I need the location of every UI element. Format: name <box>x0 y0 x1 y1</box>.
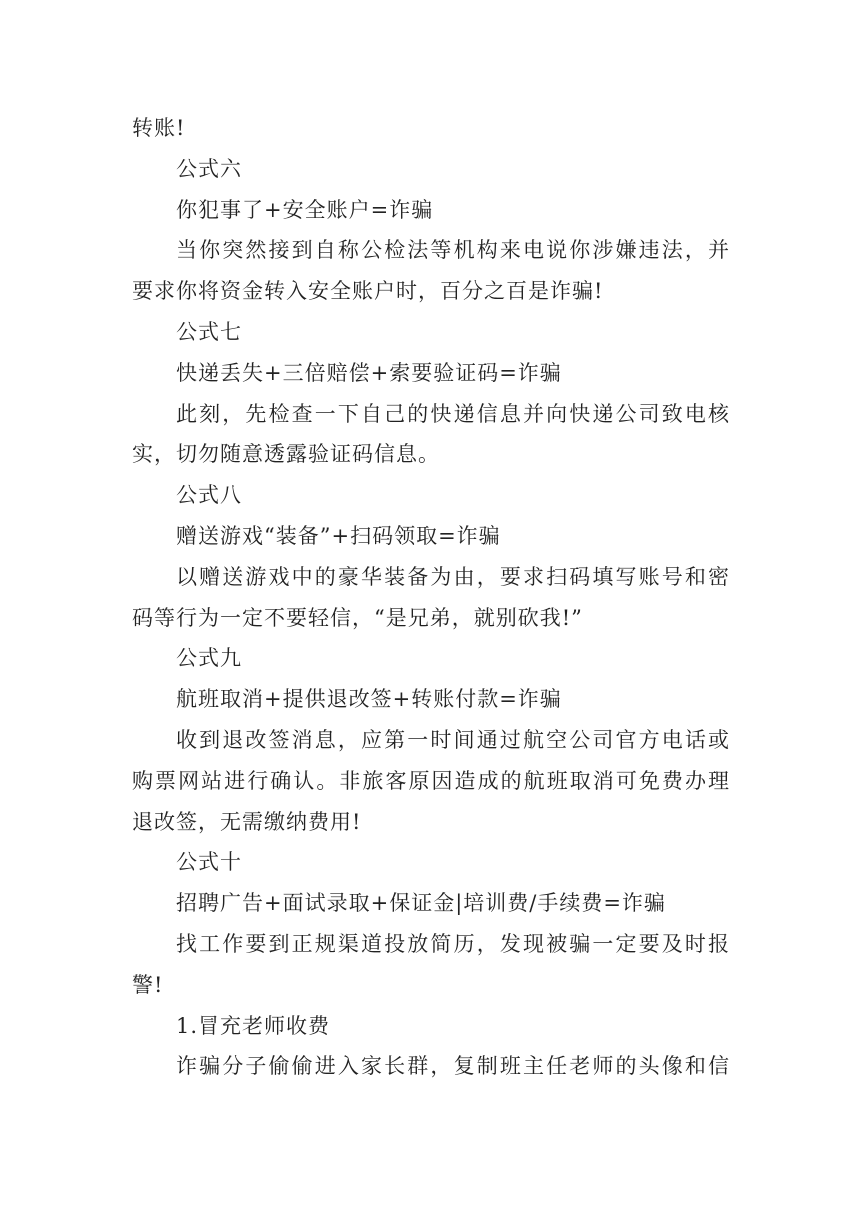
paragraph-line: 转账! <box>132 116 186 140</box>
formula-text: 招聘广告+面试录取+保证金|培训费/手续费=诈骗 <box>176 891 666 916</box>
paragraph-line: 实，切勿随意透露验证码信息。 <box>132 442 440 467</box>
paragraph-line: 诈骗分子偷偷进入家长群，复制班主任老师的头像和信 <box>176 1054 730 1079</box>
paragraph-line: 找工作要到正规渠道投放简历，发现被骗一定要及时报 <box>176 931 730 956</box>
paragraph-line: 此刻，先检查一下自己的快递信息并向快递公司致电核 <box>176 401 730 426</box>
paragraph-line: 退改签，无需缴纳费用! <box>132 809 362 834</box>
section-heading: 1.冒充老师收费 <box>176 1013 331 1038</box>
paragraph-line: 收到退改签消息，应第一时间通过航空公司官方电话或 <box>176 727 730 752</box>
paragraph-line: 要求你将资金转入安全账户时，百分之百是诈骗! <box>132 279 604 304</box>
formula-heading: 公式十 <box>176 850 242 875</box>
formula-heading: 公式六 <box>176 156 242 181</box>
paragraph-line: 警! <box>132 972 164 997</box>
document-page <box>132 108 730 1087</box>
formula-text: 快递丢失+三倍赔偿+索要验证码=诈骗 <box>176 360 562 385</box>
formula-text: 你犯事了+安全账户=诈骗 <box>176 197 434 222</box>
formula-text: 赠送游戏“装备”+扫码领取=诈骗 <box>176 523 501 548</box>
paragraph-line: 购票网站进行确认。非旅客原因造成的航班取消可免费办理 <box>132 768 730 793</box>
paragraph-line: 以赠送游戏中的豪华装备为由，要求扫码填写账号和密 <box>176 564 730 589</box>
formula-heading: 公式七 <box>176 319 242 344</box>
paragraph-line: 码等行为一定不要轻信，“是兄弟，就别砍我!” <box>132 605 583 630</box>
formula-heading: 公式九 <box>176 646 242 671</box>
formula-text: 航班取消+提供退改签+转账付款=诈骗 <box>176 687 562 712</box>
paragraph-line: 当你突然接到自称公检法等机构来电说你涉嫌违法，并 <box>176 238 730 263</box>
formula-heading: 公式八 <box>176 483 242 508</box>
